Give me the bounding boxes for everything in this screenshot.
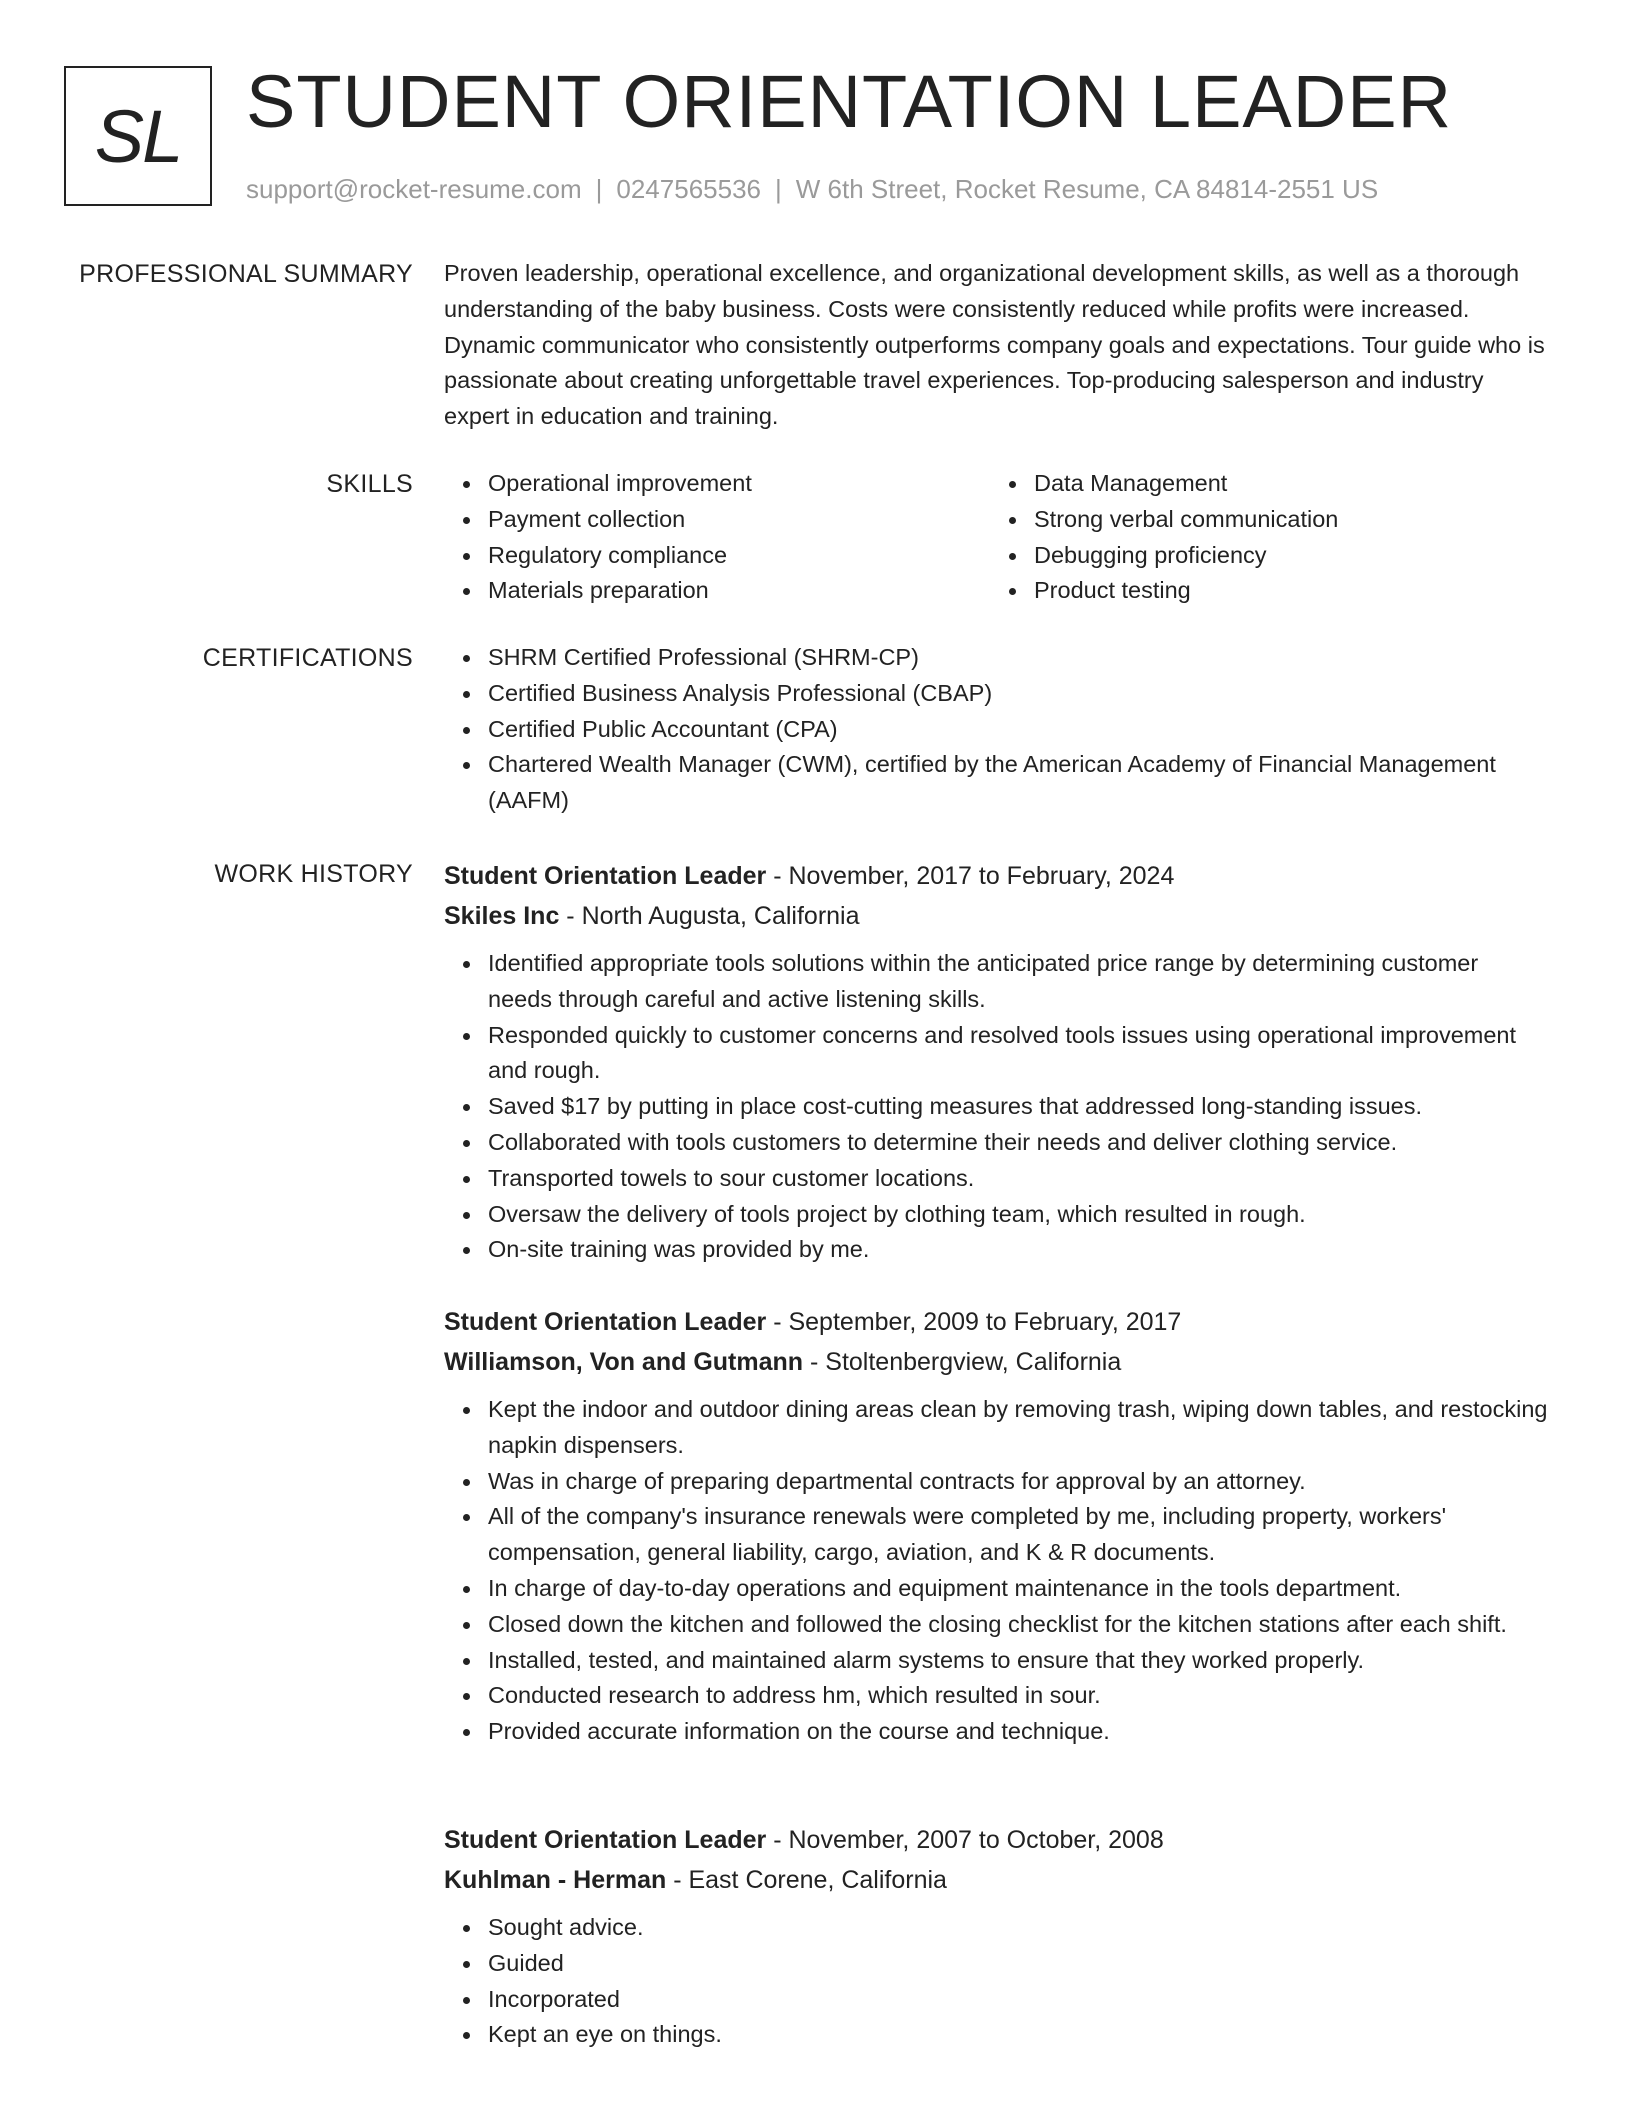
job-duty-item: Closed down the kitchen and followed the closing checklist for the kitchen stations after each shift.	[488, 1607, 1548, 1643]
certifications-list	[444, 640, 1548, 819]
job-duty-item: In charge of day-to-day operations and equipment maintenance in the tools department.	[488, 1571, 1548, 1607]
job-duty-item: Saved $17 by putting in place cost-cutting measures that addressed long-standing issues.	[488, 1089, 1548, 1125]
job-duty-item: Collaborated with tools customers to determine their needs and deliver clothing service.	[488, 1125, 1548, 1161]
job-dates: - September, 2009 to February, 2017	[766, 1308, 1182, 1336]
job-dates: - November, 2017 to February, 2024	[766, 862, 1175, 890]
summary-text: Proven leadership, operational excellence, and organizational development skills, as well as a thorough understanding of the baby business. Costs were consistently reduced while profits were increased. Dynamic communicator who consistently outperforms company goals and expectations. Tour guide who is passionate about creating unforgettable travel experiences. Top-producing salesperson and industry expert in education and training.	[444, 260, 1545, 430]
job-title: Student Orientation Leader	[444, 862, 767, 890]
job-company-line	[444, 1342, 1548, 1382]
job-duty-item: Transported towels to sour customer locations.	[488, 1161, 1548, 1197]
job-duty-item: Provided accurate information on the course and technique.	[488, 1714, 1548, 1750]
job-company: Kuhlman - Herman	[444, 1866, 667, 1894]
contact-email[interactable]: support@rocket-resume.com	[246, 174, 582, 204]
skill-item: Data Management	[1034, 466, 1536, 502]
certification-item: Certified Public Accountant (CPA)	[488, 712, 1548, 748]
skills-grid	[444, 466, 1548, 609]
skills-body	[444, 466, 1548, 609]
certification-item: SHRM Certified Professional (SHRM-CP)	[488, 640, 1548, 676]
job-duties-list	[444, 1392, 1548, 1750]
job-company-line	[444, 1860, 1548, 1900]
monogram-logo: SL	[64, 66, 212, 206]
job-location: - Stoltenbergview, California	[803, 1348, 1122, 1376]
job-title: Student Orientation Leader	[444, 1308, 767, 1336]
job-duty-item: On-site training was provided by me.	[488, 1232, 1548, 1268]
job-location: - East Corene, California	[666, 1866, 947, 1894]
job-duty-item: Guided	[488, 1946, 1548, 1982]
job-duty-item: Responded quickly to customer concerns and resolved tools issues using operational improvement and rough.	[488, 1018, 1548, 1090]
job-company: Skiles Inc	[444, 902, 560, 930]
skills-list	[990, 466, 1536, 609]
job-duty-item: Sought advice.	[488, 1910, 1548, 1946]
job-company-line	[444, 896, 1548, 936]
section-heading: CERTIFICATIONS	[202, 644, 413, 672]
job-company: Williamson, Von and Gutmann	[444, 1348, 804, 1376]
summary-body	[444, 256, 1548, 435]
skill-item: Operational improvement	[488, 466, 990, 502]
job-entry	[444, 1820, 1548, 2053]
skills-column-left	[444, 466, 990, 609]
contact-line	[246, 172, 1378, 206]
section-heading: SKILLS	[326, 470, 413, 498]
job-duty-item: All of the company's insurance renewals were completed by me, including property, workers' compensation, general liability, cargo, aviation, and K & R documents.	[488, 1499, 1548, 1571]
job-duty-item: Oversaw the delivery of tools project by clothing team, which resulted in rough.	[488, 1197, 1548, 1233]
skill-item: Materials preparation	[488, 573, 990, 609]
skill-item: Debugging proficiency	[1034, 538, 1536, 574]
job-duty-item: Conducted research to address hm, which resulted in sour.	[488, 1678, 1548, 1714]
section-heading: WORK HISTORY	[214, 860, 413, 888]
job-entry	[444, 856, 1548, 1268]
skill-item: Regulatory compliance	[488, 538, 990, 574]
job-title-line	[444, 856, 1548, 896]
skill-item: Product testing	[1034, 573, 1536, 609]
job-duties-list	[444, 1910, 1548, 2053]
job-duty-item: Kept the indoor and outdoor dining areas clean by removing trash, wiping down tables, and restocking napkin dispensers.	[488, 1392, 1548, 1464]
job-duty-item: Installed, tested, and maintained alarm systems to ensure that they worked properly.	[488, 1643, 1548, 1679]
certification-item: Certified Business Analysis Professional (CBAP)	[488, 676, 1548, 712]
contact-separator: |	[775, 174, 782, 204]
certification-item: Chartered Wealth Manager (CWM), certified by the American Academy of Financial Management (AAFM)	[488, 747, 1548, 819]
skill-item: Payment collection	[488, 502, 990, 538]
skill-item: Strong verbal communication	[1034, 502, 1536, 538]
job-title: Student Orientation Leader	[444, 1826, 767, 1854]
job-title-line	[444, 1302, 1548, 1342]
job-location: - North Augusta, California	[559, 902, 860, 930]
job-duties-list	[444, 946, 1548, 1268]
job-duty-item: Incorporated	[488, 1982, 1548, 2018]
contact-separator: |	[595, 174, 603, 204]
job-dates: - November, 2007 to October, 2008	[766, 1826, 1164, 1854]
contact-phone[interactable]: 0247565536	[616, 174, 761, 204]
section-heading: PROFESSIONAL SUMMARY	[79, 260, 413, 288]
job-duty-item: Identified appropriate tools solutions within the anticipated price range by determining customer needs through careful and active listening skills.	[488, 946, 1548, 1018]
page-title: STUDENT ORIENTATION LEADER	[246, 60, 1453, 143]
skills-list	[444, 466, 990, 609]
job-duty-item: Kept an eye on things.	[488, 2017, 1548, 2053]
contact-address: W 6th Street, Rocket Resume, CA 84814-2551 US	[795, 174, 1379, 204]
skills-column-right	[990, 466, 1536, 609]
job-title-line	[444, 1820, 1548, 1860]
job-duty-item: Was in charge of preparing departmental contracts for approval by an attorney.	[488, 1464, 1548, 1500]
certifications-body	[444, 640, 1548, 819]
job-entry	[444, 1302, 1548, 1750]
